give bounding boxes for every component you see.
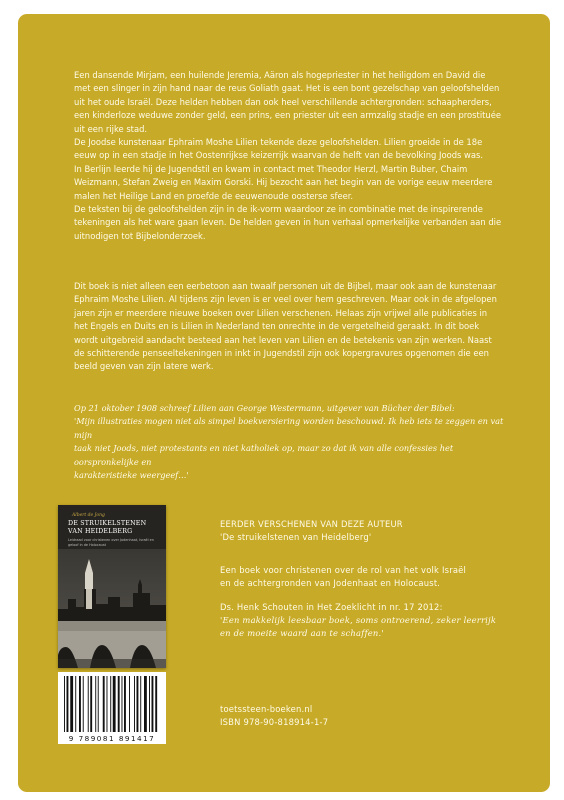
text-line: In Berlijn leerde hij de Jugendstil en kwam in contact met Theodor Herzl, Martin Buber, Chaim — [74, 163, 468, 174]
text-line: uitnodigen tot Bijbelonderzoek. — [74, 230, 206, 241]
text-line: beeld geven van zijn latere werk. — [74, 361, 214, 372]
quote-line: taak niet Joods, niet protestants en niet katholiek op, maar zo dat ik van alle confessies het oorspronkelijke en — [74, 443, 454, 467]
earlier-title: 'De struikelstenen van Heidelberg' — [220, 532, 372, 542]
text-line: en de achtergronden van Jodenhaat en Holocaust. — [220, 578, 441, 588]
review — [220, 601, 520, 640]
text-line: jaren zijn er meerdere nieuwe boeken over Lilien verschenen. Helaas zijn vrijwel alle publicaties in — [74, 307, 488, 318]
text-line: eeuw op in een stadje in het Oostenrijkse keizerrijk waarvan de helft van de bevolking Joods was. — [74, 150, 484, 161]
text-line: malen het Heilige Land en proefde de eeuwenoude oosterse sfeer. — [74, 190, 354, 201]
quote-intro: Op 21 oktober 1908 schreef Lilien aan George Westermann, uitgever van Bücher der Bibel: — [74, 403, 455, 413]
book-cover-thumbnail — [58, 505, 166, 668]
second-paragraph — [74, 280, 510, 374]
review-line: 'Een makkelijk leesbaar boek, soms ontroerend, zeker leerrijk — [220, 615, 497, 625]
earlier-heading: EERDER VERSCHENEN VAN DEZE AUTEUR — [220, 519, 403, 529]
text-line: tekeningen als het ware gaan leven. De helden geven in hun verhaal opmerkelijke verbanden aan die — [74, 217, 502, 228]
text-line: Ephraim Moshe Lilien. Al tijdens zijn leven is er veel over hem geschreven. Maar ook in de afgelopen — [74, 294, 497, 305]
text-line: De Joodse kunstenaar Ephraim Moshe Lilien tekende deze geloofshelden. Lilien groeide in de 18e — [74, 137, 483, 148]
book-title-line: VAN HEIDELBERG — [68, 527, 133, 535]
book-title-line: DE STRUIKELSTENEN — [68, 520, 147, 527]
heidelberg-bridge-image — [58, 549, 166, 668]
text-line: uit het oude Israël. Deze helden hebben dan ook heel verschillende achtergronden: schaapherders, — [74, 96, 492, 107]
text-line: De teksten bij de geloofshelden zijn in de ik-vorm waardoor ze in combinatie met de inspirerende — [74, 204, 483, 215]
text-line: het Engels en Duits en is Lilien in Nederland ten onrechte in de vergetelheid geraakt. In dit boek — [74, 321, 480, 332]
intro-paragraph — [74, 69, 510, 243]
text-line: Een boek voor christenen over de rol van het volk Israël — [220, 565, 467, 575]
barcode — [58, 672, 166, 734]
text-line: Een dansende Mirjam, een huilende Jeremia, Aäron als hogepriester in het heiligdom en David die — [74, 70, 486, 80]
earlier-published — [220, 518, 520, 544]
text-line: uit een rijke stad. — [74, 123, 148, 134]
review-line: en de moeite waard aan te schaffen.' — [220, 628, 384, 638]
text-line: een kinderloze weduwe zonder geld, een prins, een priester uit een armzalig stadje en een prostituée — [74, 110, 502, 121]
book-author: Albert de Jong — [72, 513, 105, 518]
book-subtitle: Leidraad voor christenen over Jodenhaat, Israël en geloof in de Holocaust — [68, 538, 154, 547]
text-line: de schitterende penseeltekeningen in inkt in Jugendstil zijn ook kopergravures opgenomen die een — [74, 348, 489, 359]
quote-line: karakteristieke weergeef…' — [74, 470, 189, 481]
text-line: Dit boek is niet alleen een eerbetoon aan twaalf personen uit de Bijbel, maar ook aan de kunstenaar — [74, 281, 497, 291]
text-line: met een slinger in zijn hand naar de reus Goliath gaat. Het is een bont gezelschap van geloofshelden — [74, 83, 500, 94]
website-link[interactable]: toetssteen-boeken.nl — [220, 704, 313, 714]
quote-line: 'Mijn illustraties mogen niet als simpel boekversiering worden beschouwd. Ik heb iets te zeggen en vat mijn — [74, 416, 504, 440]
publisher-info — [220, 703, 520, 729]
isbn: ISBN 978-90-818914-1-7 — [220, 717, 329, 727]
barcode-number: 9 789081 891417 — [58, 734, 166, 744]
lilien-quote — [74, 402, 510, 482]
earlier-description — [220, 564, 520, 590]
book-title — [68, 520, 163, 535]
review-source: Ds. Henk Schouten in Het Zoeklicht in nr. 17 2012: — [220, 602, 443, 612]
text-line: wordt uitgebreid aandacht besteed aan het leven van Lilien en de betekenis van zijn werken. Naast — [74, 334, 492, 345]
text-line: Weizmann, Stefan Zweig en Maxim Gorski. Hij bezocht aan het begin van de vorige eeuw meerdere — [74, 177, 493, 188]
